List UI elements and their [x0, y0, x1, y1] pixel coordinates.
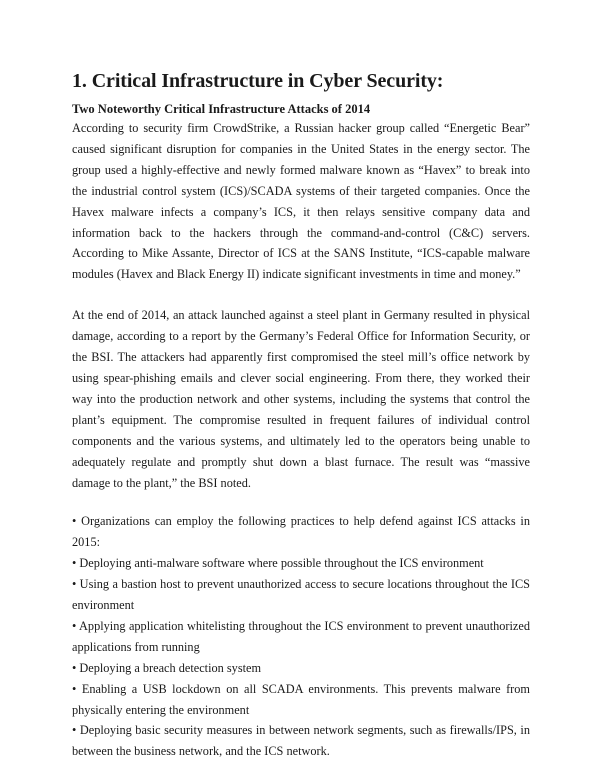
bullet-item: • Applying application whitelisting throughout the ICS environment to prevent unauthorized applications from running [72, 618, 530, 654]
bullet-item: • Using a bastion host to prevent unauthorized access to secure locations throughout the ICS environment [72, 577, 530, 613]
document-page [72, 68, 530, 762]
paragraph-steel-plant: At the end of 2014, an attack launched against a steel plant in Germany resulted in physical damage, according to a report by the Germany’s Federal Office for Information Security, or the BSI. The attackers had apparently first compromised the steel mill’s office network by using spear-phishing emails and clever social engineering. From there, they worked their way into the production network and other systems, including the systems that control the plant’s equipment. The compromise resulted in frequent failures of individual control components and the various systems, and ultimately led to the operators being unable to adequately regulate and promptly shut down a blast furnace. The result was “massive damage to the plant,” the BSI noted. [72, 308, 530, 490]
section-heading: 1. Critical Infrastructure in Cyber Security: [72, 70, 444, 92]
bullet-item: • Deploying anti-malware software where possible throughout the ICS environment [72, 556, 484, 571]
paragraph-crowdstrike: According to security firm CrowdStrike, a Russian hacker group called “Energetic Bear” caused significant disruption for companies in the United States in the energy sector. The group used a highly-effective and newly formed malware known as “Havex” to break into the industrial control system (ICS)/SCADA systems of their targeted companies. Once the Havex malware infects a company’s ICS, it then relays sensitive company data and information back to the hackers through the command-and-control (C&C) servers. According to Mike Assante, Director of ICS at the SANS Institute, “ICS-capable malware modules (Havex and Black Energy II) indicate significant investments in time and money.” [72, 121, 530, 282]
bullet-item: • Deploying a breach detection system [72, 660, 262, 675]
bullet-item: • Organizations can employ the following practices to help defend against ICS attacks in 2015: [72, 514, 530, 550]
bullet-item: • Deploying basic security measures in between network segments, such as firewalls/IPS, in between the business network, and the ICS network. [72, 723, 530, 759]
bullet-list [72, 511, 530, 762]
bullet-item: • Enabling a USB lockdown on all SCADA environments. This prevents malware from physically entering the environment [72, 681, 530, 717]
subsection-heading: Two Noteworthy Critical Infrastructure Attacks of 2014 [72, 102, 371, 116]
